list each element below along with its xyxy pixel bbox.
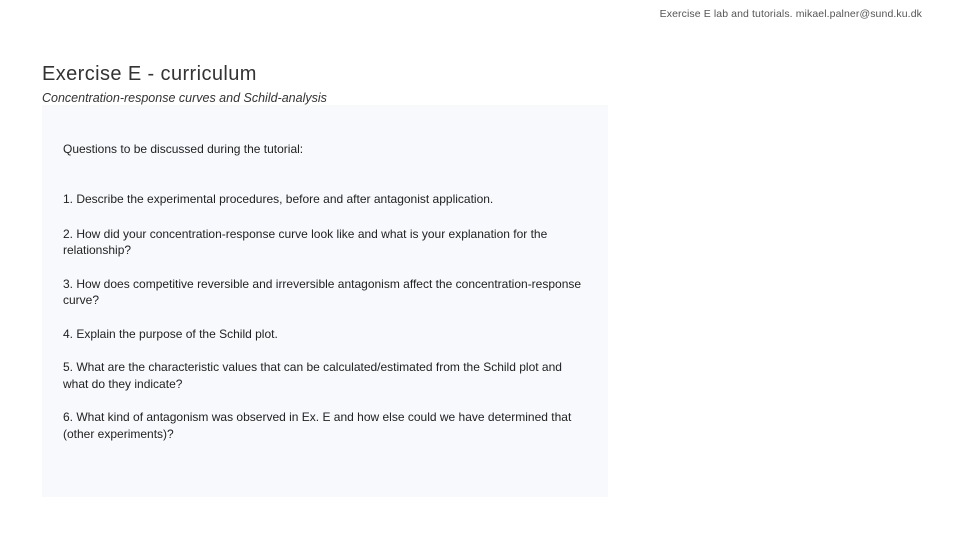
question-item: 3. How does competitive reversible and irreversible antagonism affect the concentration-response curve? [63, 276, 582, 307]
question-item: 1. Describe the experimental procedures, before and after antagonist application. [63, 192, 494, 206]
question-item: 4. Explain the purpose of the Schild plot. [63, 326, 278, 341]
page-title: Exercise E - curriculum [42, 63, 257, 85]
question-item: 2. How did your concentration-response curve look like and what is your explanation for the relationship? [63, 226, 548, 257]
questions-intro: Questions to be discussed during the tutorial: [63, 142, 304, 156]
question-item: 5. What are the characteristic values that can be calculated/estimated from the Schild plot and what do they indicate? [63, 360, 562, 391]
questions-panel [42, 105, 608, 497]
question-item: 6. What kind of antagonism was observed in Ex. E and how else could we have determined that (other experiments)? [63, 410, 572, 441]
header-note: Exercise E lab and tutorials. mikael.palner@sund.ku.dk [659, 8, 922, 20]
page-subtitle: Concentration-response curves and Schild-analysis [42, 91, 327, 105]
